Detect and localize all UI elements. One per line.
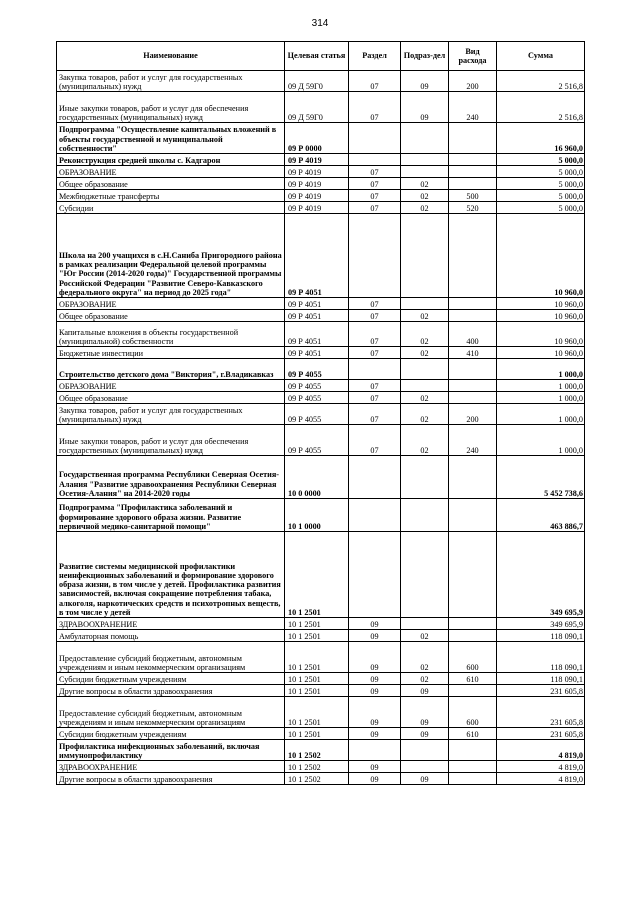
row-target-article: 10 1 2501 bbox=[285, 685, 349, 697]
row-section bbox=[349, 123, 401, 154]
row-section: 09 bbox=[349, 761, 401, 773]
row-name: Другие вопросы в области здравоохранения bbox=[57, 773, 285, 785]
row-amount: 1 000,0 bbox=[497, 404, 585, 425]
row-name: Реконструкция средней школы с. Кадгарон bbox=[57, 154, 285, 166]
row-expense-type bbox=[449, 456, 497, 499]
row-amount: 118 090,1 bbox=[497, 642, 585, 673]
row-target-article: 10 1 2501 bbox=[285, 618, 349, 630]
row-section: 07 bbox=[349, 298, 401, 310]
row-amount: 231 605,8 bbox=[497, 697, 585, 728]
row-name: ОБРАЗОВАНИЕ bbox=[57, 380, 285, 392]
row-section: 07 bbox=[349, 202, 401, 214]
row-name: Субсидии бюджетным учреждениям bbox=[57, 728, 285, 740]
row-expense-type: 600 bbox=[449, 697, 497, 728]
row-subsection: 02 bbox=[401, 642, 449, 673]
row-section bbox=[349, 532, 401, 618]
table-row bbox=[57, 347, 585, 359]
header-amount: Сумма bbox=[497, 42, 585, 71]
row-subsection bbox=[401, 154, 449, 166]
row-subsection: 09 bbox=[401, 728, 449, 740]
row-subsection: 02 bbox=[401, 404, 449, 425]
row-section: 09 bbox=[349, 685, 401, 697]
row-expense-type: 200 bbox=[449, 71, 497, 92]
row-name: Предоставление субсидий бюджетным, автономным учреждениям и иным некоммерческим организациям bbox=[57, 697, 285, 728]
row-target-article: 09 Р 4051 bbox=[285, 298, 349, 310]
row-amount: 118 090,1 bbox=[497, 673, 585, 685]
row-name: Школа на 200 учащихся в с.Н.Саниба Пригородного района в рамках реализации Федеральной целевой программы "Юг России (2014-2020 годы)" Государственной программы Российской Федерации "Развитие Северо-Кавказского федерального округа" на период до 2025 года" bbox=[57, 214, 285, 298]
row-target-article: 09 Р 4055 bbox=[285, 425, 349, 456]
table-row bbox=[57, 178, 585, 190]
table-row bbox=[57, 123, 585, 154]
row-target-article: 10 1 2502 bbox=[285, 761, 349, 773]
row-expense-type bbox=[449, 123, 497, 154]
row-section: 07 bbox=[349, 190, 401, 202]
table-row bbox=[57, 685, 585, 697]
row-expense-type bbox=[449, 166, 497, 178]
row-section: 07 bbox=[349, 92, 401, 123]
row-target-article: 09 Р 4051 bbox=[285, 310, 349, 322]
row-section bbox=[349, 154, 401, 166]
row-amount: 5 452 738,6 bbox=[497, 456, 585, 499]
row-expense-type: 400 bbox=[449, 322, 497, 347]
row-name: Строительство детского дома "Виктория", г.Владикавказ bbox=[57, 359, 285, 380]
row-amount: 349 695,9 bbox=[497, 618, 585, 630]
row-target-article: 10 1 2501 bbox=[285, 630, 349, 642]
header-expense-type: Вид расхода bbox=[449, 42, 497, 71]
row-expense-type bbox=[449, 773, 497, 785]
row-amount: 2 516,8 bbox=[497, 71, 585, 92]
row-expense-type bbox=[449, 499, 497, 532]
row-name: Общее образование bbox=[57, 392, 285, 404]
row-section bbox=[349, 740, 401, 761]
row-subsection bbox=[401, 166, 449, 178]
row-amount: 231 605,8 bbox=[497, 728, 585, 740]
row-subsection: 09 bbox=[401, 92, 449, 123]
row-amount: 10 960,0 bbox=[497, 298, 585, 310]
row-amount: 5 000,0 bbox=[497, 202, 585, 214]
row-target-article: 09 Р 4051 bbox=[285, 322, 349, 347]
row-section: 07 bbox=[349, 347, 401, 359]
table-row bbox=[57, 456, 585, 499]
row-name: Амбулаторная помощь bbox=[57, 630, 285, 642]
row-subsection: 02 bbox=[401, 673, 449, 685]
page-number: 314 bbox=[311, 18, 329, 29]
row-name: Бюджетные инвестиции bbox=[57, 347, 285, 359]
table-row bbox=[57, 642, 585, 673]
row-target-article: 10 0 0000 bbox=[285, 456, 349, 499]
row-expense-type bbox=[449, 761, 497, 773]
row-amount: 10 960,0 bbox=[497, 214, 585, 298]
table-row bbox=[57, 154, 585, 166]
row-name: Закупка товаров, работ и услуг для государственных (муниципальных) нужд bbox=[57, 404, 285, 425]
table-row bbox=[57, 71, 585, 92]
table-row bbox=[57, 425, 585, 456]
row-name: Предоставление субсидий бюджетным, автономным учреждениям и иным некоммерческим организациям bbox=[57, 642, 285, 673]
row-subsection bbox=[401, 298, 449, 310]
row-expense-type bbox=[449, 298, 497, 310]
row-name: Другие вопросы в области здравоохранения bbox=[57, 685, 285, 697]
table-row bbox=[57, 697, 585, 728]
row-name: Общее образование bbox=[57, 178, 285, 190]
row-target-article: 09 Р 4019 bbox=[285, 154, 349, 166]
table-row bbox=[57, 214, 585, 298]
header-name: Наименование bbox=[57, 42, 285, 71]
row-section bbox=[349, 359, 401, 380]
table-row bbox=[57, 740, 585, 761]
row-amount: 10 960,0 bbox=[497, 322, 585, 347]
row-amount: 4 819,0 bbox=[497, 740, 585, 761]
row-target-article: 09 Р 4051 bbox=[285, 347, 349, 359]
table-row bbox=[57, 630, 585, 642]
row-name: Иные закупки товаров, работ и услуг для обеспечения государственных (муниципальных) нужд bbox=[57, 425, 285, 456]
row-name: Иные закупки товаров, работ и услуг для обеспечения государственных (муниципальных) нужд bbox=[57, 92, 285, 123]
table-row bbox=[57, 190, 585, 202]
row-amount: 1 000,0 bbox=[497, 392, 585, 404]
row-section: 09 bbox=[349, 697, 401, 728]
row-target-article: 10 1 0000 bbox=[285, 499, 349, 532]
row-amount: 5 000,0 bbox=[497, 190, 585, 202]
row-section: 07 bbox=[349, 310, 401, 322]
row-target-article: 10 1 2502 bbox=[285, 740, 349, 761]
row-name: Субсидии bbox=[57, 202, 285, 214]
row-section: 09 bbox=[349, 642, 401, 673]
row-section: 09 bbox=[349, 618, 401, 630]
table-row bbox=[57, 404, 585, 425]
header-target-article: Целевая статья bbox=[285, 42, 349, 71]
table-row bbox=[57, 499, 585, 532]
row-target-article: 10 1 2501 bbox=[285, 673, 349, 685]
row-target-article: 10 1 2502 bbox=[285, 773, 349, 785]
row-name: Закупка товаров, работ и услуг для государственных (муниципальных) нужд bbox=[57, 71, 285, 92]
row-expense-type bbox=[449, 359, 497, 380]
row-name: Субсидии бюджетным учреждениям bbox=[57, 673, 285, 685]
row-expense-type: 240 bbox=[449, 92, 497, 123]
row-expense-type bbox=[449, 214, 497, 298]
row-target-article: 09 Р 4055 bbox=[285, 359, 349, 380]
row-subsection bbox=[401, 761, 449, 773]
row-amount: 4 819,0 bbox=[497, 773, 585, 785]
row-amount: 2 516,8 bbox=[497, 92, 585, 123]
header-section: Раздел bbox=[349, 42, 401, 71]
row-subsection bbox=[401, 380, 449, 392]
row-target-article: 09 Р 4051 bbox=[285, 214, 349, 298]
row-subsection: 02 bbox=[401, 392, 449, 404]
row-section: 07 bbox=[349, 178, 401, 190]
row-target-article: 10 1 2501 bbox=[285, 642, 349, 673]
row-expense-type bbox=[449, 178, 497, 190]
row-section: 07 bbox=[349, 392, 401, 404]
table-body bbox=[57, 71, 585, 785]
row-name: Подпрограмма "Профилактика заболеваний и формирование здорового образа жизни. Развитие первичной медико-санитарной помощи" bbox=[57, 499, 285, 532]
row-expense-type bbox=[449, 154, 497, 166]
row-expense-type: 520 bbox=[449, 202, 497, 214]
row-name: Межбюджетные трансферты bbox=[57, 190, 285, 202]
row-subsection: 02 bbox=[401, 178, 449, 190]
table-row bbox=[57, 359, 585, 380]
table-row bbox=[57, 298, 585, 310]
row-subsection: 09 bbox=[401, 71, 449, 92]
row-subsection: 02 bbox=[401, 630, 449, 642]
row-target-article: 10 1 2501 bbox=[285, 697, 349, 728]
row-section: 07 bbox=[349, 380, 401, 392]
row-subsection bbox=[401, 214, 449, 298]
row-amount: 118 090,1 bbox=[497, 630, 585, 642]
row-amount: 16 960,0 bbox=[497, 123, 585, 154]
table-row bbox=[57, 532, 585, 618]
row-section: 09 bbox=[349, 728, 401, 740]
table-row bbox=[57, 673, 585, 685]
row-amount: 5 000,0 bbox=[497, 154, 585, 166]
row-expense-type bbox=[449, 380, 497, 392]
row-name: Профилактика инфекционных заболеваний, включая иммунопрофилактику bbox=[57, 740, 285, 761]
row-amount: 1 000,0 bbox=[497, 380, 585, 392]
row-section: 09 bbox=[349, 773, 401, 785]
row-target-article: 09 Р 4055 bbox=[285, 380, 349, 392]
row-section: 07 bbox=[349, 425, 401, 456]
row-amount: 1 000,0 bbox=[497, 425, 585, 456]
row-subsection bbox=[401, 456, 449, 499]
row-subsection: 09 bbox=[401, 773, 449, 785]
row-name: ОБРАЗОВАНИЕ bbox=[57, 166, 285, 178]
row-target-article: 09 Д 59Г0 bbox=[285, 92, 349, 123]
row-section: 09 bbox=[349, 673, 401, 685]
row-amount: 10 960,0 bbox=[497, 310, 585, 322]
row-subsection: 02 bbox=[401, 347, 449, 359]
row-subsection bbox=[401, 123, 449, 154]
row-name: Общее образование bbox=[57, 310, 285, 322]
row-target-article: 09 Р 4019 bbox=[285, 166, 349, 178]
row-section: 07 bbox=[349, 322, 401, 347]
row-target-article: 09 Р 4019 bbox=[285, 202, 349, 214]
row-target-article: 09 Р 4019 bbox=[285, 190, 349, 202]
row-name: Капитальные вложения в объекты государственной (муниципальной) собственности bbox=[57, 322, 285, 347]
row-name: Подпрограмма "Осуществление капитальных вложений в объекты государственной и муниципальной собственности" bbox=[57, 123, 285, 154]
row-target-article: 09 Р 4019 bbox=[285, 178, 349, 190]
row-section: 09 bbox=[349, 630, 401, 642]
row-expense-type: 600 bbox=[449, 642, 497, 673]
row-expense-type: 500 bbox=[449, 190, 497, 202]
row-target-article: 09 Р 0000 bbox=[285, 123, 349, 154]
row-target-article: 09 Р 4055 bbox=[285, 392, 349, 404]
row-expense-type bbox=[449, 630, 497, 642]
row-expense-type: 410 bbox=[449, 347, 497, 359]
row-name: Развитие системы медицинской профилактики неинфекционных заболеваний и формирование здорового образа жизни, в том числе у детей. Профилактика развития зависимостей, включая сокращение потребления табака, алкоголя, наркотических средств и психотропных веществ, в том числе у детей bbox=[57, 532, 285, 618]
row-section bbox=[349, 499, 401, 532]
row-amount: 10 960,0 bbox=[497, 347, 585, 359]
row-subsection bbox=[401, 359, 449, 380]
row-subsection: 02 bbox=[401, 322, 449, 347]
row-target-article: 10 1 2501 bbox=[285, 728, 349, 740]
row-amount: 5 000,0 bbox=[497, 178, 585, 190]
row-expense-type: 610 bbox=[449, 728, 497, 740]
row-name: ЗДРАВООХРАНЕНИЕ bbox=[57, 761, 285, 773]
row-expense-type bbox=[449, 532, 497, 618]
table-row bbox=[57, 310, 585, 322]
table-row bbox=[57, 392, 585, 404]
row-section: 07 bbox=[349, 71, 401, 92]
row-name: ЗДРАВООХРАНЕНИЕ bbox=[57, 618, 285, 630]
row-expense-type: 200 bbox=[449, 404, 497, 425]
row-subsection bbox=[401, 740, 449, 761]
table-row bbox=[57, 728, 585, 740]
row-amount: 4 819,0 bbox=[497, 761, 585, 773]
row-section bbox=[349, 214, 401, 298]
row-target-article: 09 Д 59Г0 bbox=[285, 71, 349, 92]
row-expense-type: 240 bbox=[449, 425, 497, 456]
row-subsection bbox=[401, 618, 449, 630]
table-row bbox=[57, 166, 585, 178]
row-expense-type bbox=[449, 392, 497, 404]
row-subsection: 02 bbox=[401, 190, 449, 202]
row-subsection bbox=[401, 532, 449, 618]
row-subsection: 02 bbox=[401, 425, 449, 456]
row-expense-type bbox=[449, 310, 497, 322]
row-amount: 463 886,7 bbox=[497, 499, 585, 532]
row-name: ОБРАЗОВАНИЕ bbox=[57, 298, 285, 310]
row-expense-type bbox=[449, 685, 497, 697]
row-subsection: 09 bbox=[401, 697, 449, 728]
table-row bbox=[57, 761, 585, 773]
table-row bbox=[57, 202, 585, 214]
row-subsection: 02 bbox=[401, 202, 449, 214]
row-amount: 231 605,8 bbox=[497, 685, 585, 697]
table-row bbox=[57, 773, 585, 785]
row-section bbox=[349, 456, 401, 499]
table-row bbox=[57, 322, 585, 347]
row-amount: 1 000,0 bbox=[497, 359, 585, 380]
table-row bbox=[57, 380, 585, 392]
row-target-article: 10 1 2501 bbox=[285, 532, 349, 618]
row-subsection bbox=[401, 499, 449, 532]
table-header-row bbox=[57, 42, 585, 71]
row-expense-type bbox=[449, 618, 497, 630]
row-amount: 5 000,0 bbox=[497, 166, 585, 178]
row-target-article: 09 Р 4055 bbox=[285, 404, 349, 425]
row-subsection: 09 bbox=[401, 685, 449, 697]
row-name: Государственная программа Республики Северная Осетия-Алания "Развитие здравоохранения Республики Северная Осетия-Алания" на 2014-2020 годы bbox=[57, 456, 285, 499]
table-row bbox=[57, 92, 585, 123]
row-section: 07 bbox=[349, 166, 401, 178]
row-expense-type bbox=[449, 740, 497, 761]
row-amount: 349 695,9 bbox=[497, 532, 585, 618]
header-subsection: Подраз-дел bbox=[401, 42, 449, 71]
row-subsection: 02 bbox=[401, 310, 449, 322]
row-section: 07 bbox=[349, 404, 401, 425]
budget-table bbox=[56, 41, 585, 785]
table-row bbox=[57, 618, 585, 630]
row-expense-type: 610 bbox=[449, 673, 497, 685]
